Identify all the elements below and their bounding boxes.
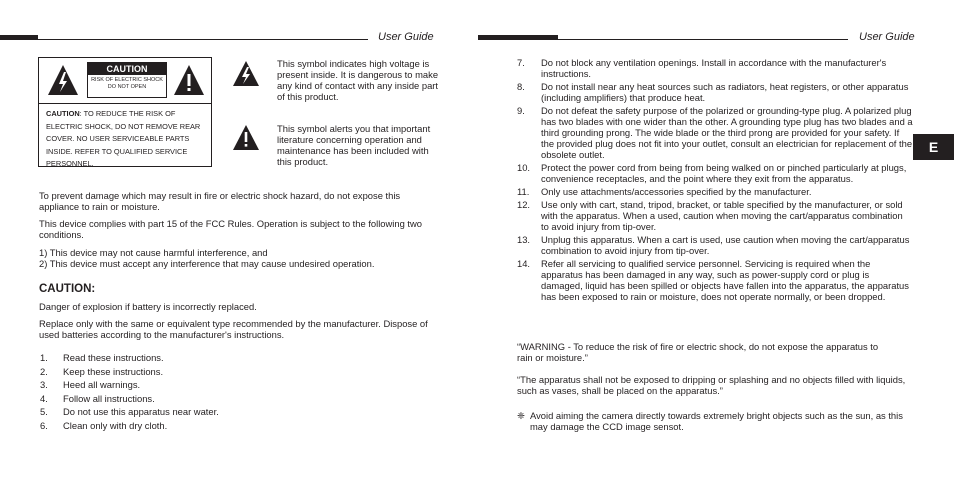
list-item-number: 9. <box>517 105 525 116</box>
fcc-condition-1: 1) This device may not cause harmful interference, and <box>39 247 268 258</box>
list-item-text: Do not defeat the safety purpose of the polarized or grounding-type plug. A polarized plug has two blades with one wider than the other. A grounding type plug has two blades and a third grounding prong. The wide blade or the third prong are provided for your safety. If the provided plug does not fit into your outlet, consult an electrician for replacement of the obsolete outlet. <box>541 105 913 160</box>
caution-small-text: RISK OF ELECTRIC SHOCK DO NOT OPEN <box>91 77 163 90</box>
list-item <box>40 352 420 363</box>
list-item-number: 13. <box>517 234 531 245</box>
right-page <box>477 0 954 477</box>
list-item <box>517 57 913 79</box>
list-item-text: Keep these instructions. <box>63 365 164 377</box>
caution-box-top <box>39 58 211 104</box>
list-item <box>40 366 420 377</box>
list-item <box>517 105 913 160</box>
list-item-number: 3. <box>40 379 48 390</box>
caution-label-box <box>87 62 167 98</box>
list-item-number: 5. <box>40 406 48 417</box>
list-item-number: 6. <box>40 419 48 431</box>
fcc-condition-2: 2) This device must accept any interference that may cause undesired operation. <box>39 258 375 269</box>
camera-note: Avoid aiming the camera directly towards extremely bright objects such as the sun, as this may damage the CCD image sensot. <box>530 410 903 432</box>
language-tab-e[interactable]: E <box>913 134 954 160</box>
list-item <box>40 393 420 404</box>
list-item-text: Do not block any ventilation openings. Install in accordance with the manufacturer's instructions. <box>541 57 887 79</box>
note-mark-icon: ❈ <box>517 410 525 421</box>
dripping-quote: “The apparatus shall not be exposed to dripping or splashing and no objects filled with liquids, such as vases, shall be placed on the apparatus.” <box>517 374 906 396</box>
list-item <box>517 234 913 256</box>
list-item <box>517 258 913 302</box>
list-item-number: 2. <box>40 365 48 377</box>
list-item-number: 1. <box>40 352 48 363</box>
warning-quote: “WARNING - To reduce the risk of fire or electric shock, do not expose the apparatus to rain or moisture.” <box>517 341 879 363</box>
header-bar-right <box>478 35 558 40</box>
caution-box-text <box>46 108 211 171</box>
battery-replace-text: Replace only with the same or equivalent type recommended by the manufacturer. Dispose of used batteries according to the manufacturer's instructions. <box>39 318 428 340</box>
instructions-list-right <box>517 57 913 304</box>
list-item <box>40 406 420 417</box>
list-item <box>517 162 913 184</box>
list-item <box>517 81 913 103</box>
caution-heading: CAUTION: <box>39 283 96 295</box>
caution-box-body: : TO REDUCE THE RISK OF ELECTRIC SHOCK, DO NOT REMOVE REAR COVER. NO USER SERVICEABLE PARTS INSIDE. REFER TO QUALIFIED SERVICE PERSONNEL. <box>46 109 201 168</box>
exclamation-warning-icon <box>173 64 205 96</box>
list-item-number: 10. <box>517 162 531 173</box>
header-rule-right <box>558 39 848 40</box>
list-item-text: Refer all servicing to qualified service personnel. Servicing is required when the apparatus has been damaged in any way, such as power-supply cord or plug is damaged, liquid has been spilled or objects have fallen into the apparatus, the apparatus has been exposed to rain or moisture, does not operate normally, or been dropped. <box>541 258 909 302</box>
list-item <box>40 379 420 390</box>
list-item-number: 12. <box>517 199 531 210</box>
list-item-text: Do not install near any heat sources such as radiators, heat registers, or other apparatus (including amplifiers) that produce heat. <box>541 81 909 103</box>
fcc-paragraph: This device complies with part 15 of the FCC Rules. Operation is subject to the following two conditions. <box>39 218 422 240</box>
alert-symbol-text: This symbol alerts you that important literature concerning operation and maintenance has been included with this product. <box>277 123 431 167</box>
header-rule-left <box>38 39 368 40</box>
instructions-list-left <box>40 352 420 433</box>
voltage-symbol-icon <box>232 60 260 87</box>
list-item-text: Read these instructions. <box>63 352 164 363</box>
alert-symbol-icon <box>232 124 260 151</box>
moisture-paragraph: To prevent damage which may result in fire or electric shock hazard, do not expose this appliance to rain or moisture. <box>39 190 401 212</box>
list-item-number: 7. <box>517 57 525 68</box>
list-item <box>40 420 420 431</box>
list-item-number: 4. <box>40 392 48 404</box>
header-bar-left <box>0 35 38 40</box>
list-item-text: Unplug this apparatus. When a cart is used, use caution when moving the cart/apparatus combination to avoid injury from tip-over. <box>541 234 910 256</box>
caution-box-bold: CAUTION <box>46 109 80 118</box>
battery-danger-text: Danger of explosion if battery is incorrectly replaced. <box>39 301 257 312</box>
caution-box <box>38 57 212 167</box>
list-item-text: Clean only with dry cloth. <box>63 419 168 431</box>
list-item-number: 11. <box>517 186 530 197</box>
list-item <box>517 199 913 232</box>
voltage-symbol-text: This symbol indicates high voltage is present inside. It is dangerous to make any kind of contact with any inside part of this product. <box>277 58 439 102</box>
header-title-right: User Guide <box>859 31 915 43</box>
voltage-warning-icon <box>47 64 79 96</box>
list-item-text: Use only with cart, stand, tripod, bracket, or table specified by the manufacturer, or sold with the apparatus. When a used, caution when moving the cart/apparatus combination to avoid injury from tip-over. <box>541 199 903 232</box>
list-item-text: Heed all warnings. <box>63 379 141 390</box>
list-item <box>517 186 913 197</box>
list-item-text: Protect the power cord from being from being walked on or pinched particularly at plugs, convenience receptacles, and the point where they exit from the apparatus. <box>541 162 907 184</box>
list-item-text: Do not use this apparatus near water. <box>63 406 219 417</box>
list-item-number: 8. <box>517 81 525 92</box>
list-item-number: 14. <box>517 258 531 269</box>
header-title-left: User Guide <box>378 31 434 43</box>
caution-label: CAUTION <box>88 63 166 75</box>
list-item-text: Follow all instructions. <box>63 392 155 404</box>
list-item-text: Only use attachments/accessories specified by the manufacturer. <box>541 186 812 197</box>
